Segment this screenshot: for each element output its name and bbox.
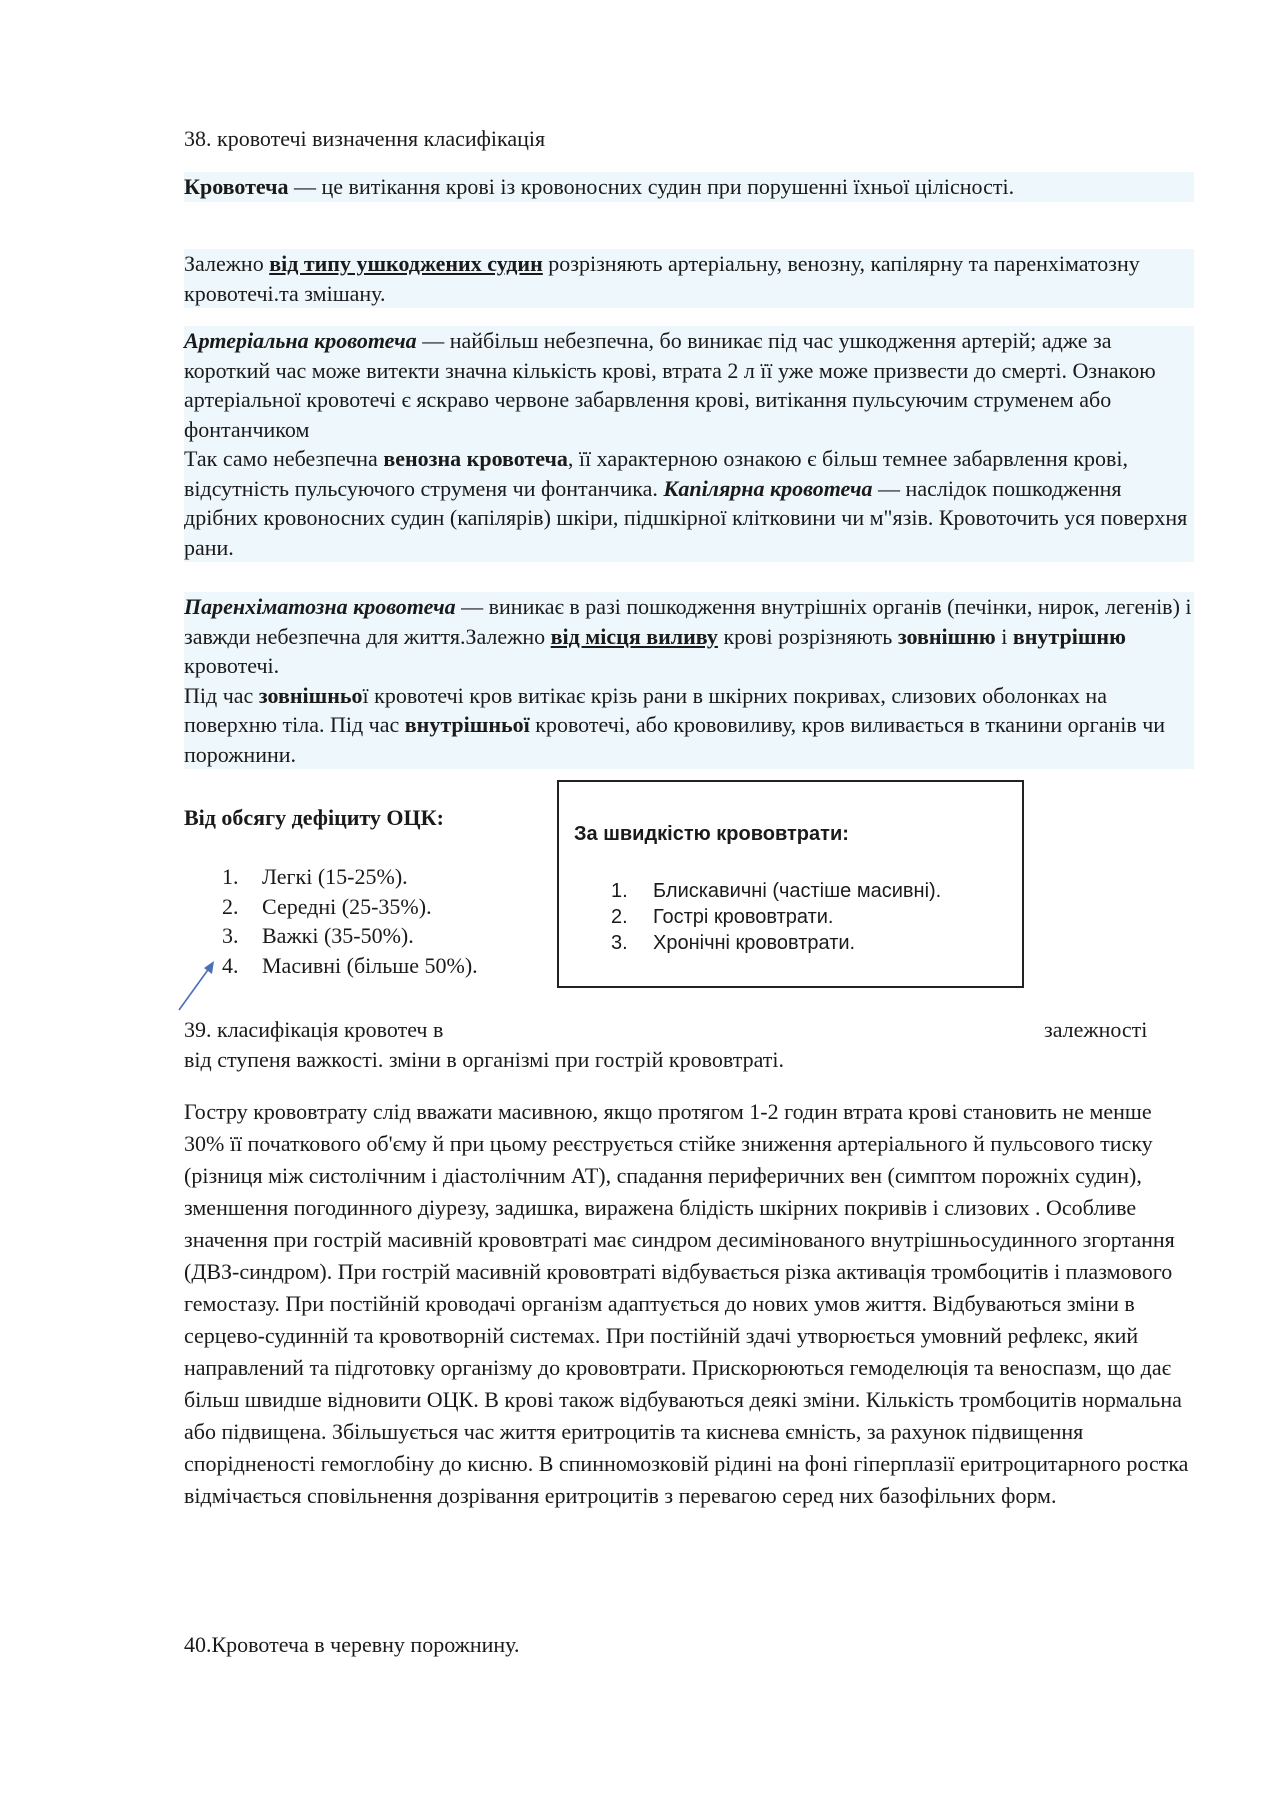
section-39-heading-right: залежності bbox=[1044, 1017, 1148, 1042]
list-item: 4. Масивні (більше 50%). bbox=[222, 952, 478, 978]
speed-title: За швидкістю крововтрати: bbox=[574, 823, 849, 845]
bleeding-definition: Кровотеча — це витікання крові із кровоносних судин при порушенні їхньої цілісності. bbox=[184, 172, 1194, 202]
arterial-venous-capillary-block bbox=[184, 326, 1194, 562]
blood-loss-speed-textbox bbox=[557, 780, 1024, 988]
parenchymal-paragraph: Паренхіматозна кровотеча — виникає в разі пошкодження внутрішніх органів (печінки, нирок, легенів) і завжди небезпечна для життя.Залежно від місця виливу крові розрізняють зовнішню і внутрішню кровотечі. bbox=[184, 594, 1192, 678]
venous-capillary-paragraph: Так само небезпечна венозна кровотеча, її характерною ознакою є більш темнее забарвлення крові, відсутність пульсуючого струменя чи фонтанчика. Капілярна кровотеча — наслідок пошкодження дрібних кровоносних судин (капілярів) шкіри, підшкірної клітковини чи м"язів. Кровоточить уся поверхня рани. bbox=[184, 446, 1188, 560]
list-item: 3. Важкі (35-50%). bbox=[222, 923, 414, 948]
section-38-heading: 38. кровотечі визначення класифікація bbox=[184, 126, 546, 151]
section-39-heading-left: 39. класифікація кровотеч в bbox=[184, 1017, 444, 1042]
acute-blood-loss-paragraph: Гостру крововтрату слід вважати масивною, якщо протягом 1-2 годин втрата крові становить не менше 30% її початкового об'єму й при цьому реєструється стійке зниження артеріального й пульсового тиску (різниця між систолічним і діастолічним АТ), спадання периферичних вен (симптом порожніх судин), зменшення погодинного діурезу, задишка, виражена блідість шкірних покривів і слизових . Особливе значення при гострій масивній крововтраті має синдром десимінованого внутрішньосудинного згортання (ДВЗ-синдром). При гострій масивній крововтраті відбувається різка активація тромбоцитів і плазмового гемостазу. При постійній кроводачі організм адаптується до нових умов життя. Відбуваються зміни в серцево-судинній та кровотворній системах. При постійній здачі утворюється умовний рефлекс, який направлений та підготовку організму до крововтрати. Прискорюються гемоделюція та веноспазм, що дає більш швидше відновити ОЦК. В крові також відбуваються деякі зміни. Кількість тромбоцитів нормальна або підвищена. Збільшується час життя еритроцитів та киснева ємність, за рахунок підвищення спорідненості гемоглобіну до кисню. В спинномозковій рідині на фоні гіперплазії еритроцитарного ростка відмічається сповільнення дозрівання еритроцитів з перевагою серед них базофільних форм. bbox=[184, 1099, 1189, 1508]
section-40-heading: 40.Кровотеча в черевну порожнину. bbox=[184, 1632, 520, 1657]
ocr-deficit-title: Від обсягу дефіциту ОЦК: bbox=[184, 805, 444, 830]
speed-list bbox=[559, 878, 1022, 956]
arterial-paragraph: Артеріальна кровотеча — найбільш небезпечна, бо виникає під час ушкодження артерій; адже за короткий час може витекти значна кількість крові, втрата 2 л її уже може призвести до смерті. Ознакою артеріальної кровотечі є яскраво червоне забарвлення крові, витікання пульсуючим струменем або фонтанчиком bbox=[184, 328, 1156, 442]
document-page bbox=[184, 0, 1194, 1811]
list-item: 1. Легкі (15-25%). bbox=[222, 864, 408, 889]
list-item: 2. Гострі крововтрати. bbox=[611, 906, 834, 928]
list-item: 3. Хронічні крововтрати. bbox=[611, 932, 856, 954]
definition-term: Кровотеча bbox=[184, 174, 289, 199]
list-item: 2. Середні (25-35%). bbox=[222, 893, 432, 919]
list-item: 1. Блискавичні (частіше масивні). bbox=[611, 880, 942, 902]
vessel-type-paragraph: Залежно від типу ушкоджених судин розрізняють артеріальну, венозну, капілярну та паренхіматозну кровотечі.та змішану. bbox=[184, 249, 1194, 308]
external-internal-paragraph: Під час зовнішньої кровотечі кров витікає крізь рани в шкірних покривах, слизових оболонках на поверхню тіла. Під час внутрішньої кровотечі, або крововиливу, кров виливається в тканини органів чи порожнини. bbox=[184, 682, 1166, 767]
arrow-icon bbox=[174, 955, 224, 1015]
vessel-type-term: від типу ушкоджених судин bbox=[269, 251, 543, 276]
section-39-heading-line2: від ступеня важкості. зміни в організмі при гострій крововтраті. bbox=[184, 1047, 784, 1072]
parenchymal-external-internal-block bbox=[184, 592, 1194, 769]
ocr-deficit-list bbox=[184, 862, 564, 980]
